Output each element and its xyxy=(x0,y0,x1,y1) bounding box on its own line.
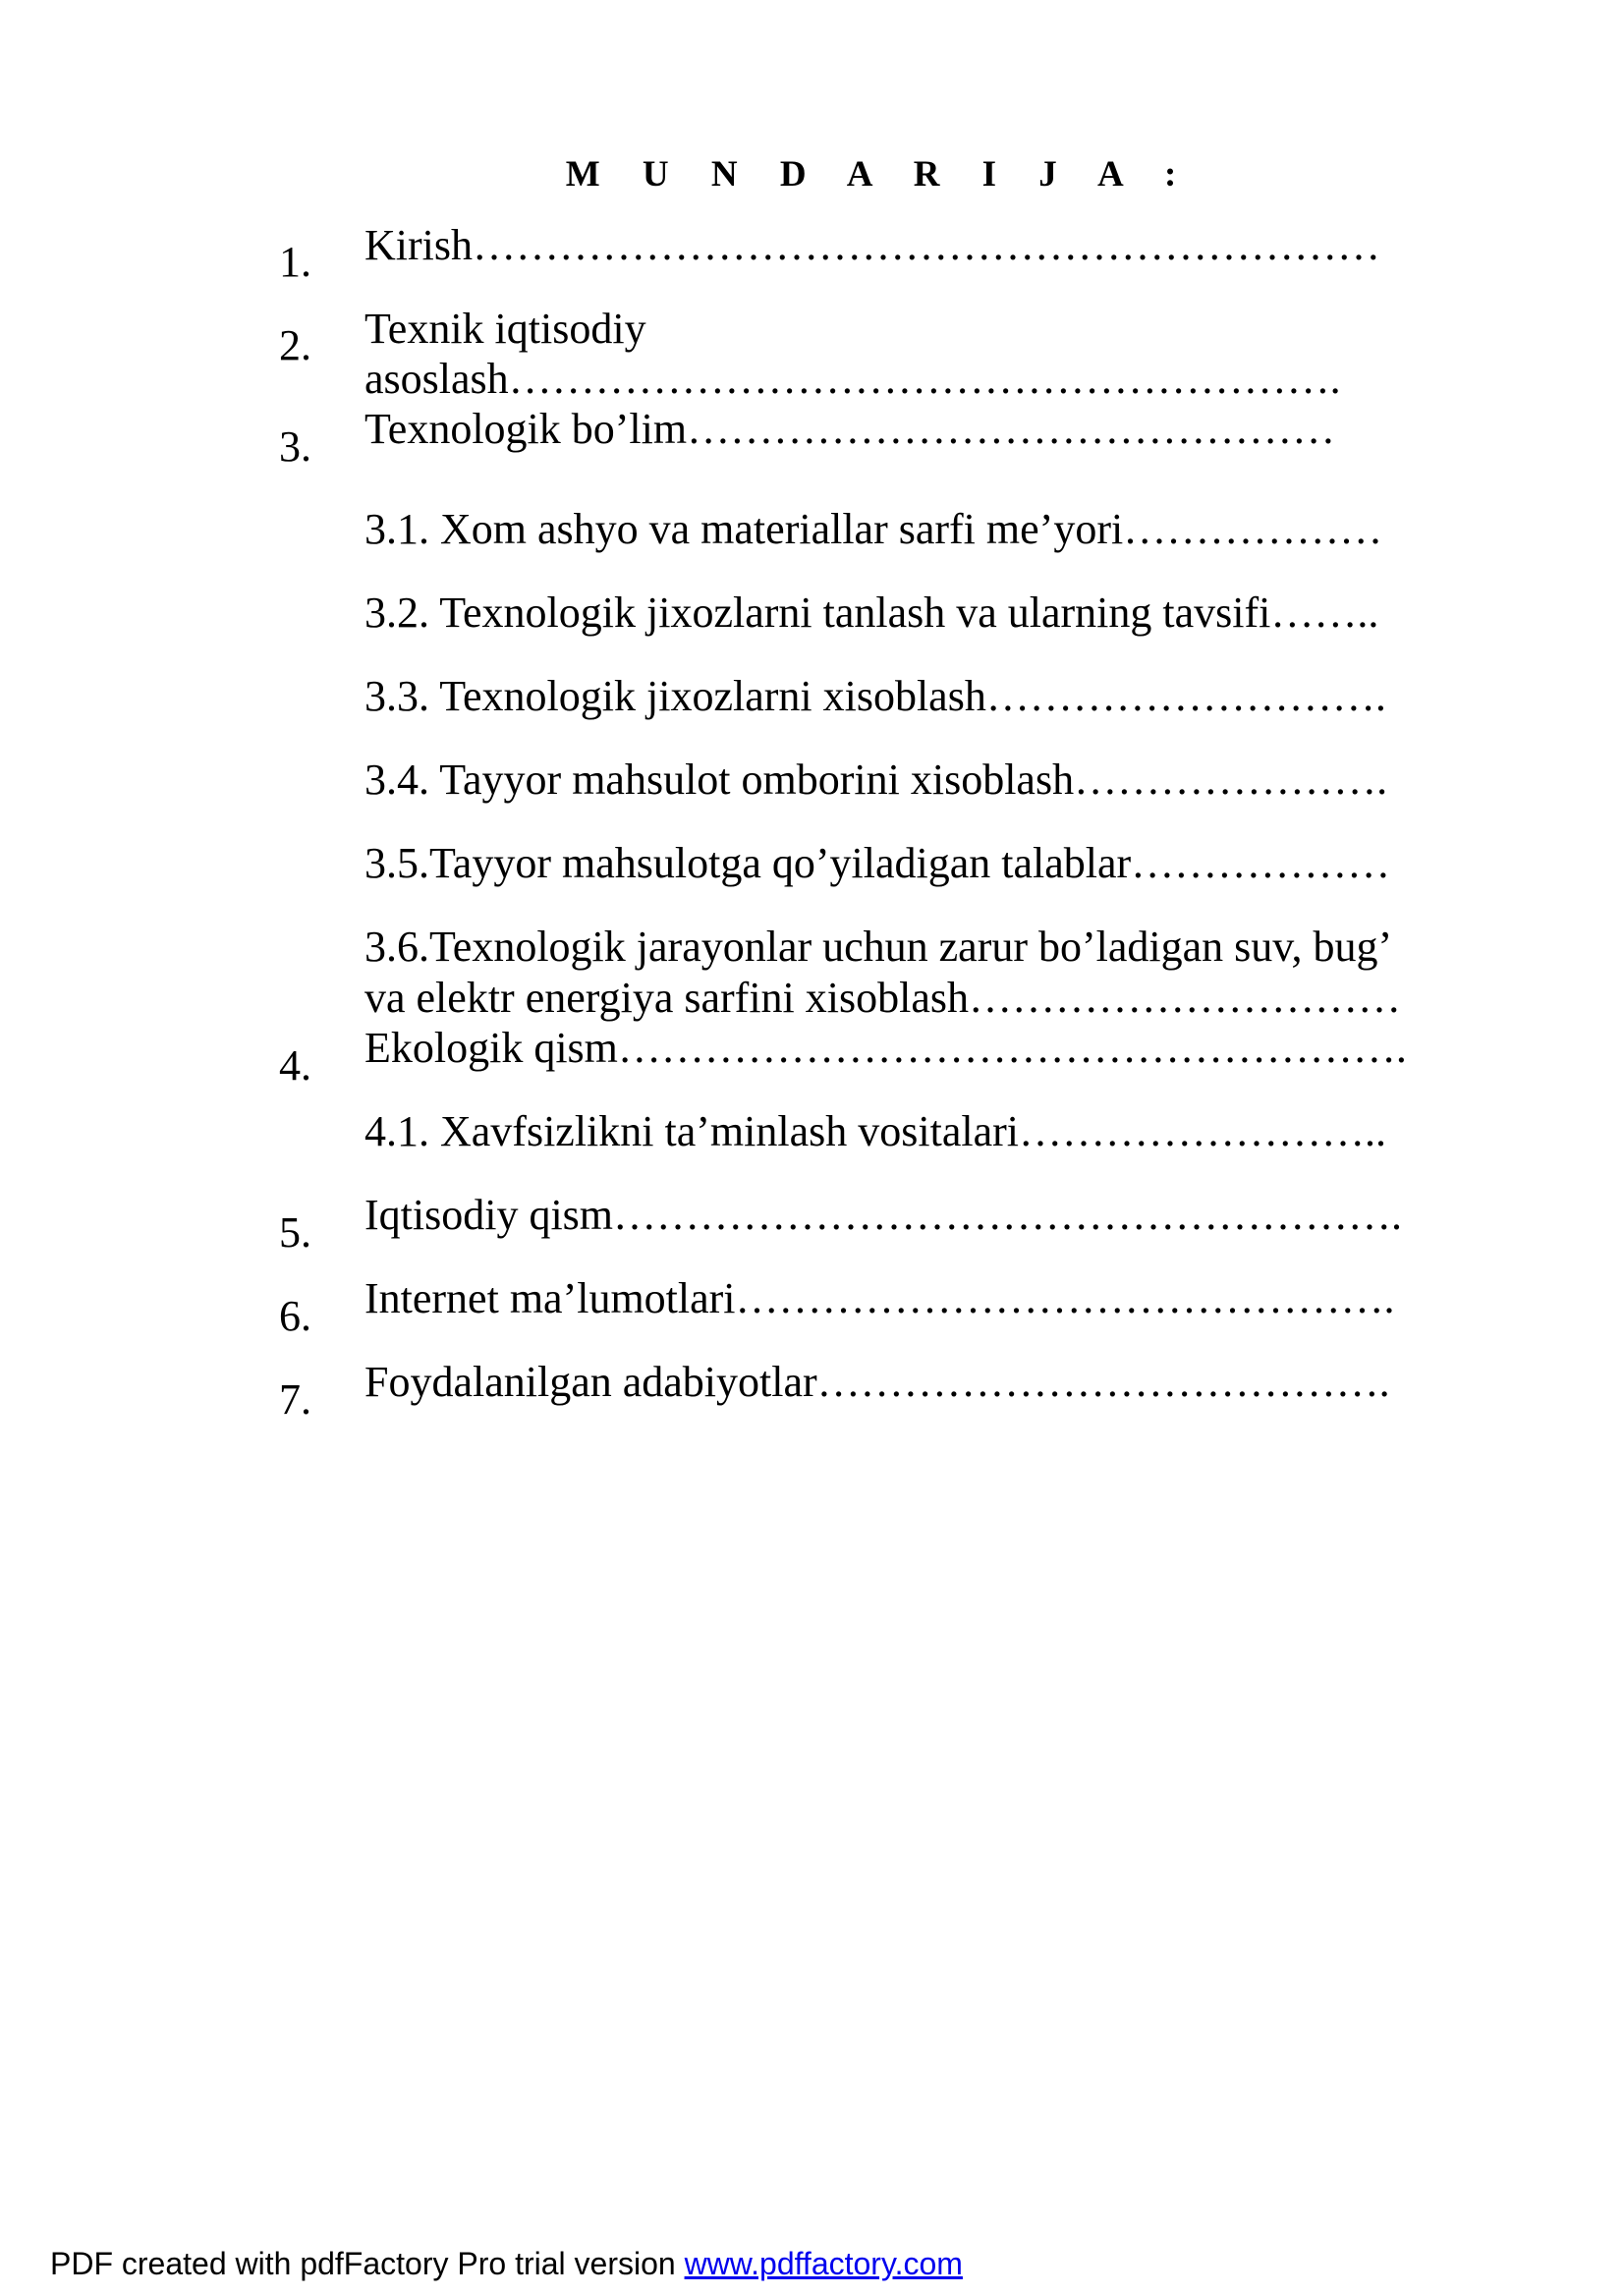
toc-subentry-3-5: 3.5.Tayyor mahsulotga qo’yiladigan talablar……………… xyxy=(364,839,1391,887)
entry-number: 3. xyxy=(279,422,311,471)
toc-entry-texnik-line1: Texnik iqtisodiy xyxy=(364,305,646,353)
entry-number: 7. xyxy=(279,1375,311,1424)
toc-entry-texnologik: Texnologik bo’lim……………………………………… xyxy=(364,405,1336,453)
toc-entry-internet: Internet ma’lumotlari………………………………………. xyxy=(364,1274,1395,1322)
toc-entry-iqtisodiy: Iqtisodiy qism………………………………………………. xyxy=(364,1191,1403,1239)
footer-text: PDF created with pdfFactory Pro trial version xyxy=(50,2246,685,2281)
toc-subentry-3-1: 3.1. Xom ashyo va materiallar sarfi me’yori……………… xyxy=(364,505,1383,553)
toc-entry-ekologik: Ekologik qism………………………………………………. xyxy=(364,1024,1407,1072)
entry-number: 2. xyxy=(279,321,311,369)
footer-link[interactable]: www.pdffactory.com xyxy=(684,2246,963,2281)
pdf-footer xyxy=(50,2246,963,2282)
toc-subentry-3-4: 3.4. Tayyor mahsulot omborini xisoblash…………………. xyxy=(364,756,1388,804)
toc-entry-kirish: Kirish……………………………………………………… xyxy=(364,221,1380,269)
toc-subentry-3-2: 3.2. Texnologik jixozlarni tanlash va ularning tavsifi…….. xyxy=(364,588,1379,637)
entry-number: 1. xyxy=(279,238,311,286)
toc-subentry-3-6-line2: va elektr energiya sarfini xisoblash………………………… xyxy=(364,974,1401,1022)
toc-subentry-3-6-line1: 3.6.Texnologik jarayonlar uchun zarur bo’ladigan suv, bug’ xyxy=(364,923,1393,971)
entry-number: 6. xyxy=(279,1292,311,1340)
entry-number: 4. xyxy=(279,1041,311,1090)
toc-subentry-4-1: 4.1. Xavfsizlikni ta’minlash vositalari…………………….. xyxy=(364,1107,1386,1155)
toc-subentry-3-3: 3.3. Texnologik jixozlarni xisoblash………………………. xyxy=(364,672,1386,720)
toc-entry-adabiyotlar: Foydalanilgan adabiyotlar…………………………………. xyxy=(364,1358,1390,1406)
toc-entry-texnik-line2: asoslash…………………………………………………. xyxy=(364,355,1341,403)
page-title: M U N D A R I J A : xyxy=(565,154,1194,195)
entry-number: 5. xyxy=(279,1208,311,1257)
